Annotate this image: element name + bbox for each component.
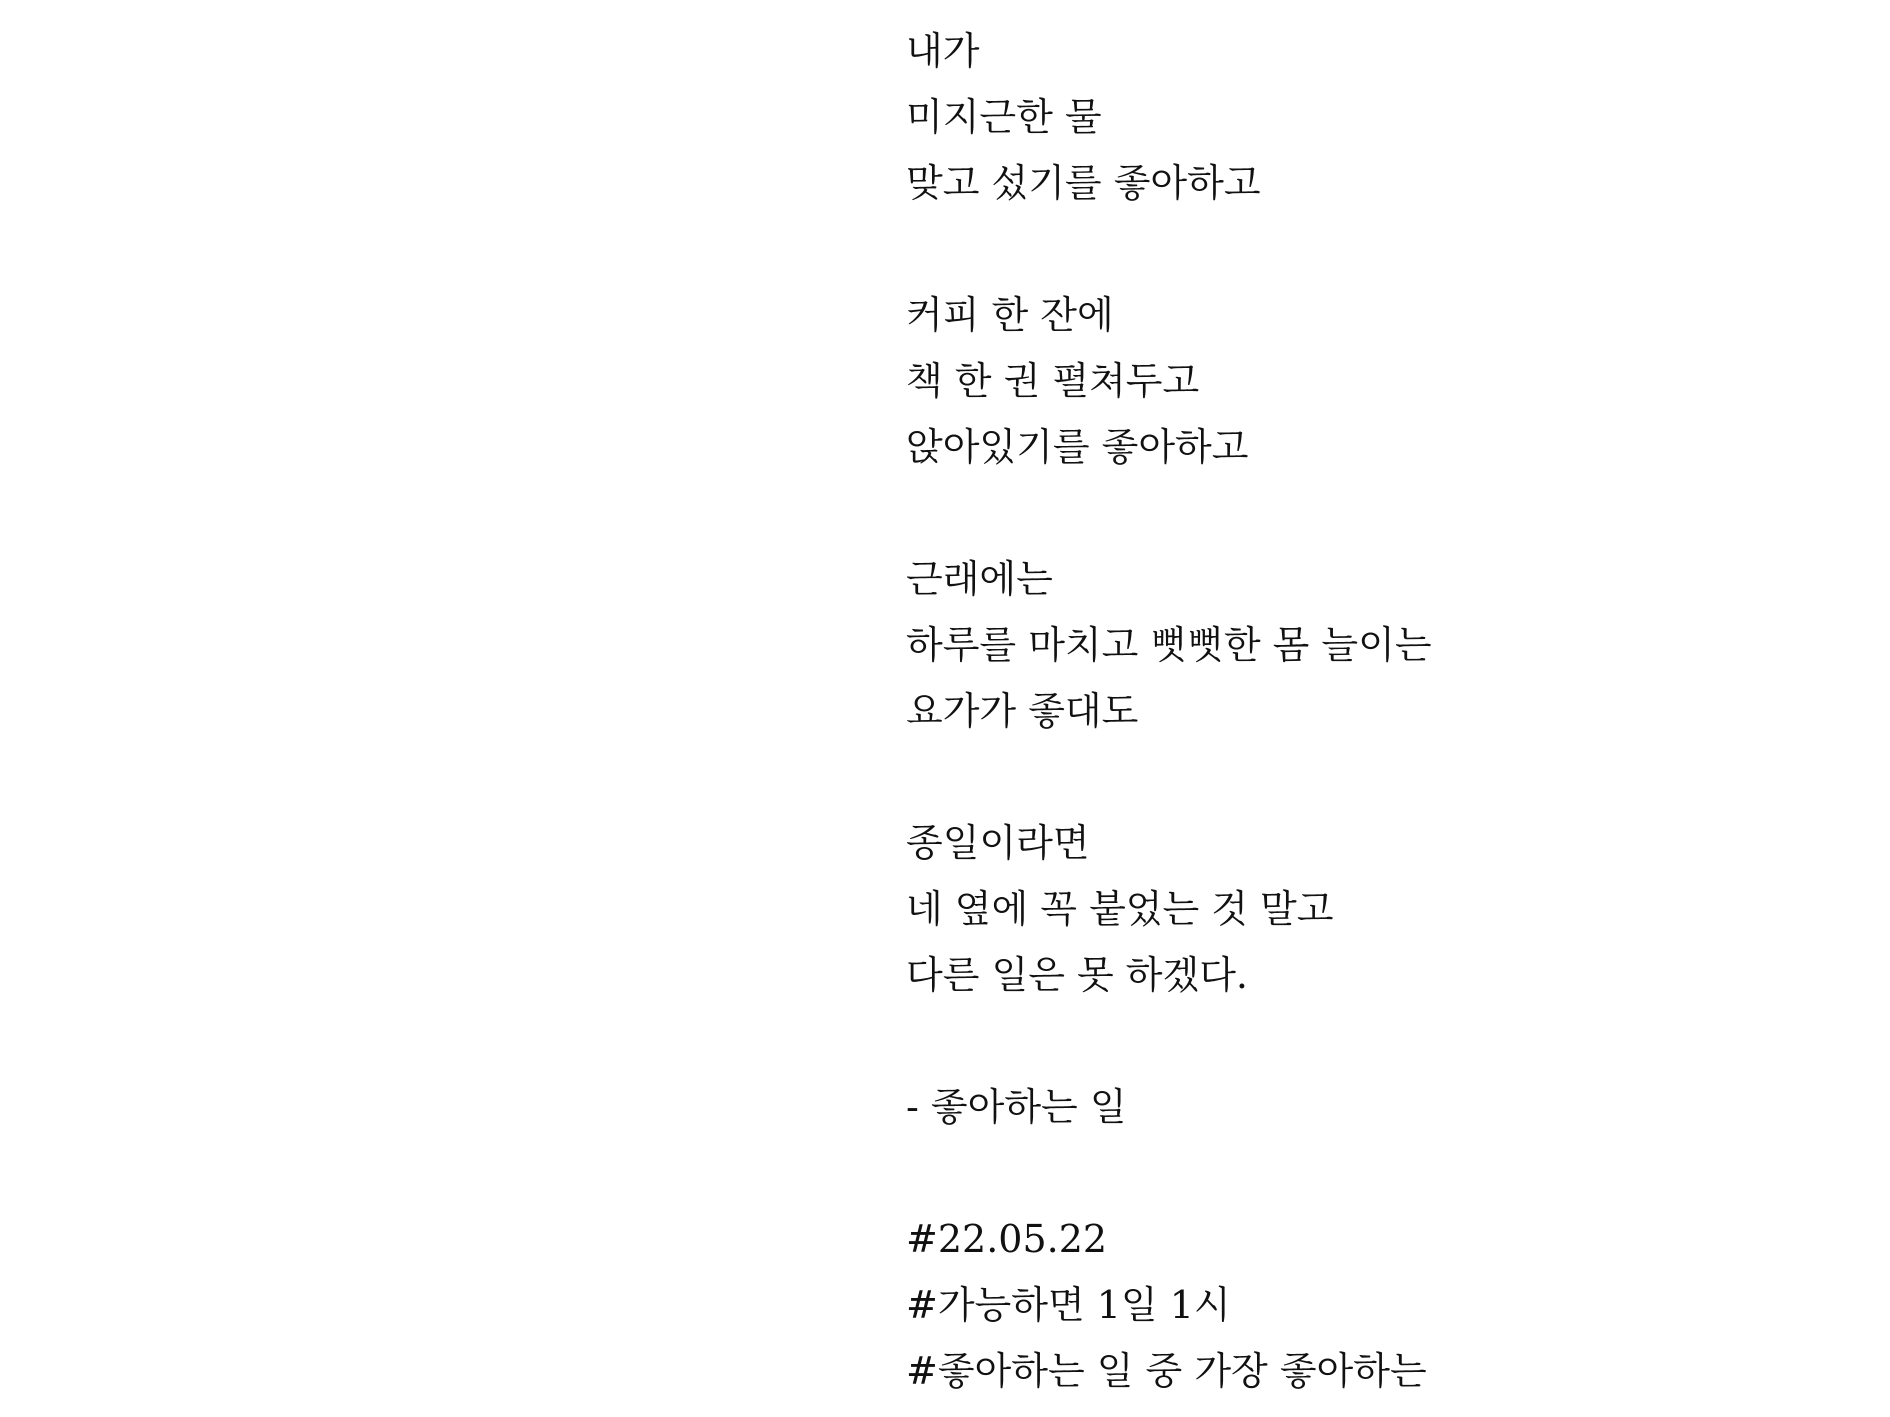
poem-line: 네 옆에 꼭 붙었는 것 말고 <box>906 887 1334 931</box>
poem-line: 요가가 좋대도 <box>906 689 1139 733</box>
poem-title-line: - 좋아하는 일 <box>906 1085 1127 1129</box>
stanza-gap <box>906 223 1806 289</box>
stanza-gap <box>906 751 1806 817</box>
poem-line: 다른 일은 못 하겠다. <box>906 953 1248 997</box>
stanza-2 <box>906 289 1806 487</box>
poem-line: 근래에는 <box>906 557 1053 601</box>
stanza-gap <box>906 1147 1806 1213</box>
hashtag: #22.05.22 <box>906 1217 1108 1261</box>
hashtags <box>906 1213 1806 1411</box>
stanza-gap <box>906 1015 1806 1081</box>
poem-line: 맞고 섰기를 좋아하고 <box>906 161 1261 205</box>
poem-line: 종일이라면 <box>906 821 1090 865</box>
poem-line: 내가 <box>906 29 980 73</box>
poem-body <box>906 25 1806 1411</box>
poem-line: 앉아있기를 좋아하고 <box>906 425 1249 469</box>
poem-line: 미지근한 물 <box>906 95 1102 139</box>
hashtag: #좋아하는 일 중 가장 좋아하는 <box>906 1349 1427 1393</box>
poem-line: 하루를 마치고 뻣뻣한 몸 늘이는 <box>906 623 1432 667</box>
hashtag: #가능하면 1일 1시 <box>906 1283 1231 1327</box>
stanza-4 <box>906 817 1806 1015</box>
stanza-gap <box>906 487 1806 553</box>
poem-line: 책 한 권 펼쳐두고 <box>906 359 1200 403</box>
stanza-3 <box>906 553 1806 751</box>
poem-line: 커피 한 잔에 <box>906 293 1114 337</box>
stanza-1 <box>906 25 1806 223</box>
